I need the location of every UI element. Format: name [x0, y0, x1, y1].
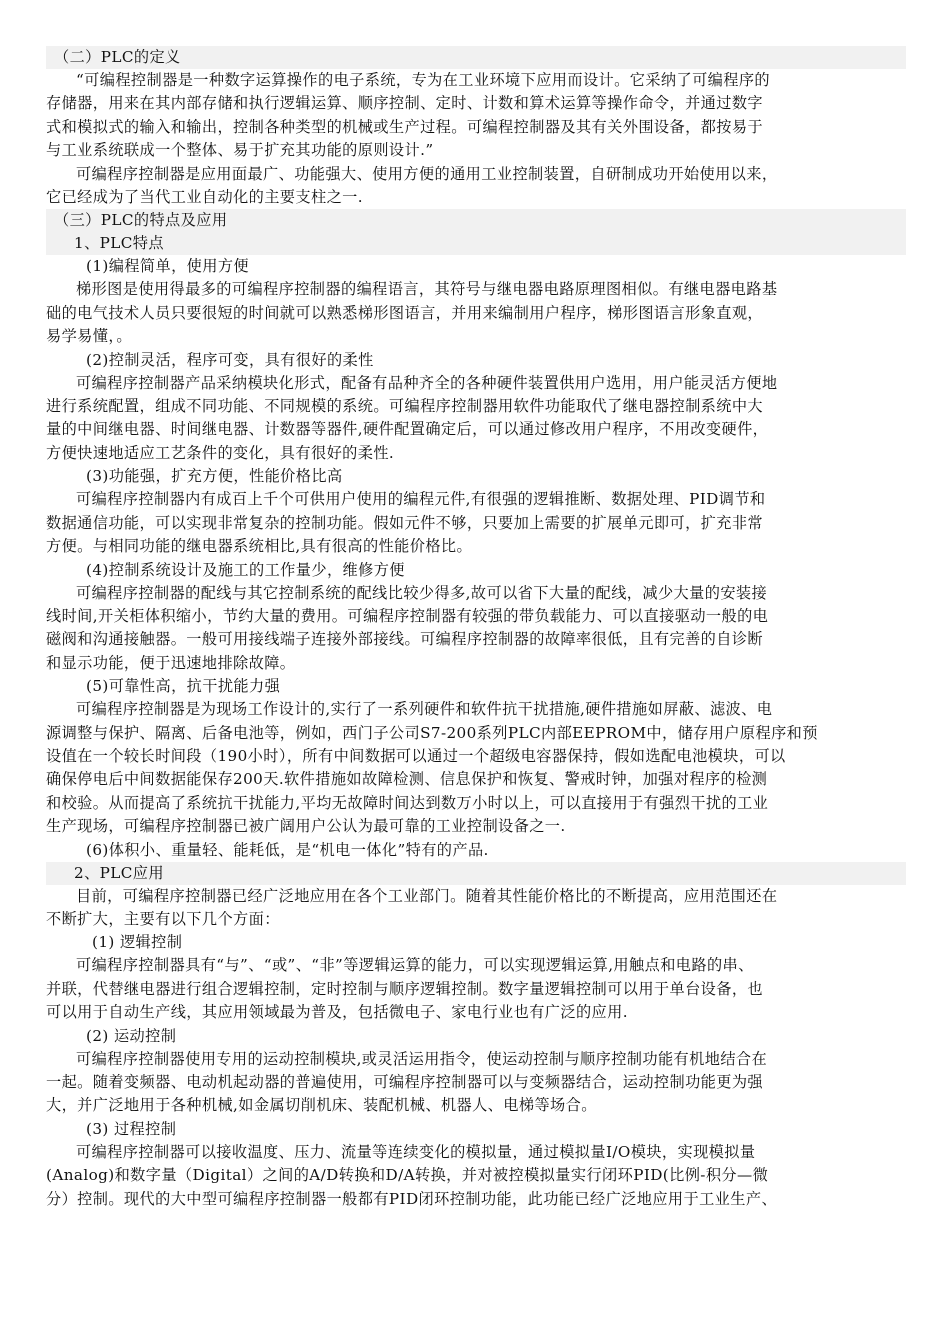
subheading: (5)可靠性高，抗干扰能力强 [86, 677, 281, 696]
paragraph-line: 和校验。从而提高了系统抗干扰能力,平均无故障时间达到数万小时以上，可以直接用于有强烈干扰的工业 [46, 793, 769, 812]
paragraph-line: 可编程序控制器是为现场工作设计的,实行了一系列硬件和软件抗干扰措施,硬件措施如屏蔽、滤波、电 [76, 700, 773, 719]
paragraph [46, 488, 906, 558]
subheading: (1) 逻辑控制 [92, 933, 183, 952]
paragraph-line: 目前，可编程序控制器已经广泛地应用在各个工业部门。随着其性能价格比的不断提高，应用范围还在 [76, 886, 778, 905]
section-heading: （三）PLC的特点及应用 [46, 209, 906, 232]
paragraph-line: 量的中间继电器、时间继电器、计数器等器件,硬件配置确定后，可以通过修改用户程序，不用改变硬件， [46, 420, 769, 439]
section-heading: 2、PLC应用 [46, 862, 906, 885]
subheading: (3) 过程控制 [86, 1119, 177, 1138]
paragraph-line: 可编程序控制器使用专用的运动控制模块,或灵活运用指令，使运动控制与顺序控制功能有机地结合在 [76, 1049, 768, 1068]
paragraph [46, 885, 906, 932]
paragraph [46, 69, 906, 163]
paragraph [46, 698, 906, 838]
paragraph [46, 278, 906, 348]
paragraph [46, 954, 906, 1024]
paragraph-line: 可编程序控制器可以接收温度、压力、流量等连续变化的模拟量，通过模拟量I/O模块，实现模拟量 [76, 1142, 756, 1161]
paragraph-line: 进行系统配置，组成不同功能、不同规模的系统。可编程序控制器用软件功能取代了继电器控制系统中大 [46, 397, 764, 416]
paragraph [46, 1048, 906, 1118]
paragraph-line: 和显示功能，便于迅速地排除故障。 [46, 653, 296, 672]
paragraph-line: 方便。与相同功能的继电器系统相比,具有很高的性能价格比。 [46, 537, 473, 556]
paragraph-line: 可编程序控制器内有成百上千个可供用户使用的编程元件,有很强的逻辑推断、数据处理、PID调节和 [76, 490, 766, 509]
paragraph-line: 梯形图是使用得最多的可编程序控制器的编程语言，其符号与继电器电路原理图相似。有继电器电路基 [76, 280, 778, 299]
paragraph-line: 一起。随着变频器、电动机起动器的普遍使用，可编程序控制器可以与变频器结合，运动控制功能更为强 [46, 1073, 764, 1091]
subheading: (1)编程简单，使用方便 [86, 257, 250, 276]
subheading: (2) 运动控制 [86, 1026, 177, 1045]
paragraph [46, 582, 906, 676]
paragraph-line: (Analog)和数字量（Digital）之间的A/D转换和D/A转换，并对被控模拟量实行闭环PID(比例-积分—微 [46, 1166, 769, 1185]
paragraph-line: 础的电气技术人员只要很短的时间就可以熟悉梯形图语言，并用来编制用户程序，梯形图语言形象直观， [46, 303, 764, 322]
subheading: (6)体积小、重量轻、能耗低，是“机电一体化”特有的产品. [86, 840, 489, 859]
paragraph-line: 并联，代替继电器进行组合逻辑控制，定时控制与顺序逻辑控制。数字量逻辑控制可以用于单台设备，也 [46, 979, 764, 998]
section-heading: 1、PLC特点 [46, 232, 906, 255]
paragraph-line: 数据通信功能，可以实现非常复杂的控制功能。假如元件不够，只要加上需要的扩展单元即可，扩充非常 [46, 513, 764, 532]
paragraph [46, 1141, 906, 1211]
document-page [46, 46, 906, 1211]
paragraph-line: 可编程序控制器是应用面最广、功能强大、使用方便的通用工业控制装置，自研制成功开始使用以来， [76, 164, 778, 183]
paragraph-line: 生产现场，可编程序控制器已被广阔用户公认为最可靠的工业控制设备之一. [46, 817, 566, 836]
paragraph-line: “可编程控制器是一种数字运算操作的电子系统，专为在工业环境下应用而设计。它采纳了可编程序的 [76, 71, 771, 89]
paragraph-line: 可编程序控制器产品采纳模块化形式，配备有品种齐全的各种硬件装置供用户选用，用户能灵活方便地 [76, 373, 778, 392]
paragraph-line: 式和模拟式的输入和输出，控制各种类型的机械或生产过程。可编程控制器及其有关外围设备，都按易于 [46, 117, 764, 136]
paragraph-line: 易学易懂，。 [46, 327, 132, 346]
paragraph-line: 方便快速地适应工艺条件的变化，具有很好的柔性. [46, 443, 395, 462]
paragraph-line: 线时间,开关柜体积缩小，节约大量的费用。可编程序控制器有较强的带负载能力、可以直接驱动一般的电 [46, 606, 769, 625]
subheading: (2)控制灵活，程序可变，具有很好的柔性 [86, 350, 374, 369]
paragraph-line: 存储器，用来在其内部存储和执行逻辑运算、顺序控制、定时、计数和算术运算等操作命令，并通过数字 [46, 94, 764, 113]
paragraph-line: 可编程序控制器具有“与”、“或”、“非”等逻辑运算的能力，可以实现逻辑运算,用触点和电路的串、 [76, 956, 754, 975]
paragraph-line: 与工业系统联成一个整体、易于扩充其功能的原则设计.” [46, 141, 434, 160]
paragraph-line: 源调整与保护、隔离、后备电池等，例如，西门子公司S7-200系列PLC内部EEPROM中，储存用户原程序和预 [46, 723, 818, 742]
paragraph-line: 不断扩大，主要有以下几个方面： [46, 909, 280, 928]
paragraph-line: 大，并广泛地用于各种机械,如金属切削机床、装配机械、机器人、电梯等场合。 [46, 1096, 597, 1115]
paragraph-line: 确保停电后中间数据能保存200天.软件措施如故障检测、信息保护和恢复、警戒时钟，加强对程序的检测 [46, 770, 768, 789]
paragraph [46, 372, 906, 466]
paragraph-line: 可编程序控制器的配线与其它控制系统的配线比较少得多,故可以省下大量的配线，减少大量的安装接 [76, 583, 768, 602]
paragraph-line: 它已经成为了当代工业自动化的主要支柱之一. [46, 188, 363, 207]
subheading: (4)控制系统设计及施工的工作量少，维修方便 [86, 560, 405, 579]
paragraph [46, 163, 906, 210]
subheading: (3)功能强，扩充方便，性能价格比高 [86, 467, 343, 486]
paragraph-line: 分）控制。现代的大中型可编程序控制器一般都有PID闭环控制功能，此功能已经广泛地应用于工业生产、 [46, 1189, 778, 1208]
paragraph-line: 可以用于自动生产线，其应用领域最为普及，包括微电子、家电行业也有广泛的应用. [46, 1003, 628, 1022]
paragraph-line: 设值在一个较长时间段（190小时），所有中间数据可以通过一个超级电容器保持，假如选配电池模块，可以 [46, 746, 786, 765]
paragraph-line: 磁阀和沟通接触器。一般可用接线端子连接外部接线。可编程序控制器的故障率很低，且有完善的自诊断 [46, 630, 764, 649]
section-heading: （二）PLC的定义 [46, 46, 906, 69]
